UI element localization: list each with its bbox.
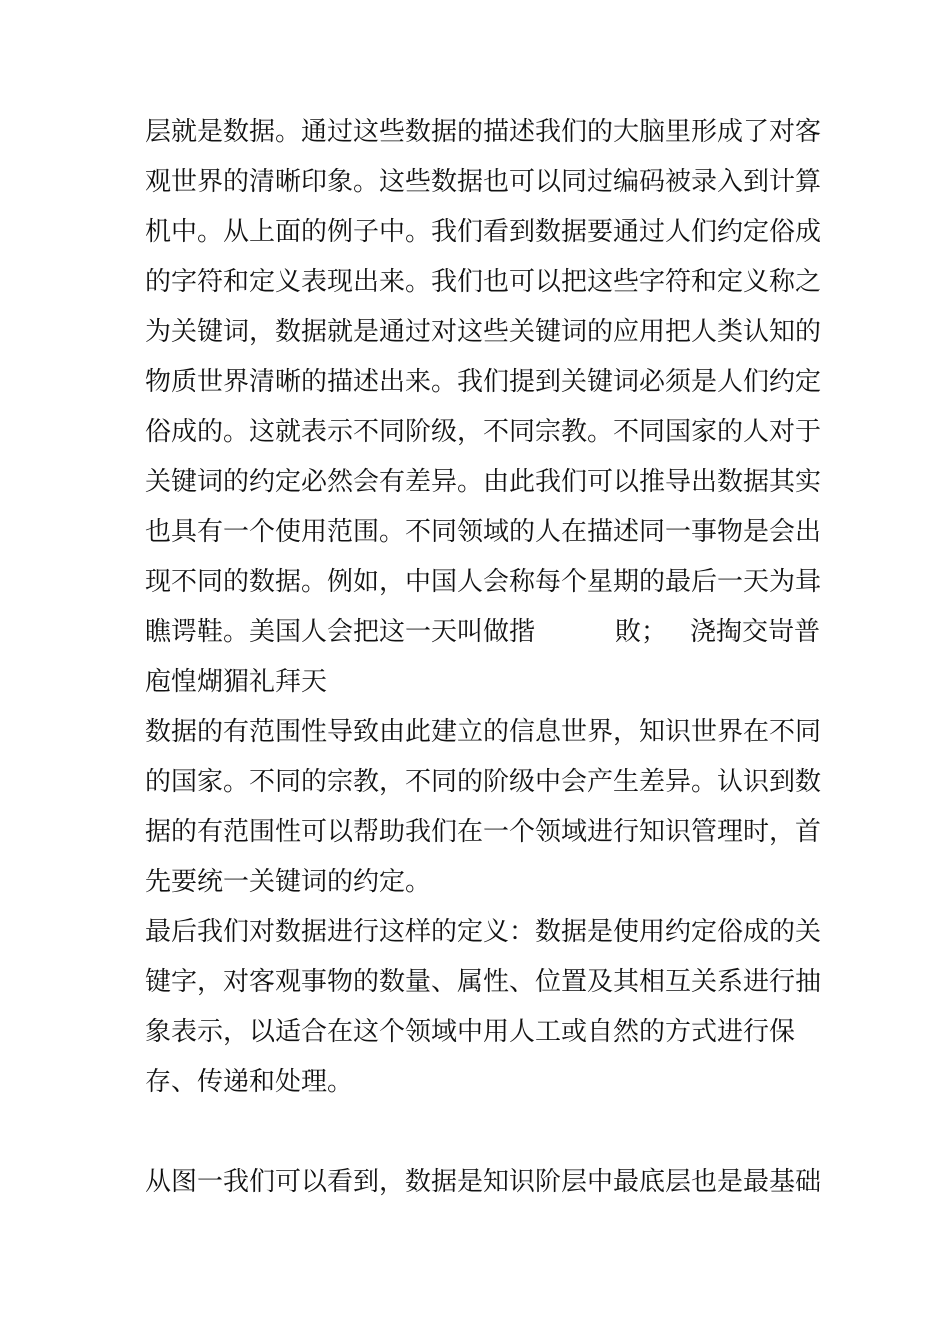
text-line-9: 也具有一个使用范围。不同领域的人在描述同一事物是会出 — [145, 517, 822, 547]
text-line-11-part-2: 敗； — [615, 617, 668, 647]
text-line-19: 象表示，以适合在这个领域中用人工或自然的方式进行保 — [145, 1017, 796, 1047]
text-line-11-part-1: 瞧谔鞋。美国人会把这一天叫做揩 — [145, 617, 536, 647]
text-line-21: 从图一我们可以看到，数据是知识阶层中最底层也是最基础 — [145, 1167, 822, 1197]
text-line-1: 层就是数据。通过这些数据的描述我们的大脑里形成了对客 — [145, 117, 822, 147]
text-line-10: 现不同的数据。例如，中国人会称每个星期的最后一天为咠 — [145, 567, 822, 597]
text-line-18: 键字，对客观事物的数量、属性、位置及其相互关系进行抽 — [145, 967, 822, 997]
text-line-17: 最后我们对数据进行这样的定义：数据是使用约定俗成的关 — [145, 917, 822, 947]
text-line-14: 的国家。不同的宗教，不同的阶级中会产生差异。认识到数 — [145, 767, 822, 797]
text-line-5: 为关键词，数据就是通过对这些关键词的应用把人类认知的 — [145, 317, 822, 347]
text-line-11 — [145, 612, 825, 652]
text-line-7: 俗成的。这就表示不同阶级，不同宗教。不同国家的人对于 — [145, 417, 822, 447]
text-line-15: 据的有范围性可以帮助我们在一个领域进行知识管理时，首 — [145, 817, 822, 847]
text-line-11-part-3: 浇掏交岢普 — [690, 617, 821, 647]
text-line-6: 物质世界清晰的描述出来。我们提到关键词必须是人们约定 — [145, 367, 822, 397]
text-line-8: 关键词的约定必然会有差异。由此我们可以推导出数据其实 — [145, 467, 822, 497]
text-line-13: 数据的有范围性导致由此建立的信息世界，知识世界在不同 — [145, 717, 822, 747]
text-line-12: 庖惶煳猸礼拜天 — [145, 667, 328, 697]
text-line-20: 存、传递和处理。 — [145, 1067, 354, 1097]
text-line-4: 的字符和定义表现出来。我们也可以把这些字符和定义称之 — [145, 267, 822, 297]
text-line-2: 观世界的清晰印象。这些数据也可以同过编码被录入到计算 — [145, 167, 822, 197]
text-line-3: 机中。从上面的例子中。我们看到数据要通过人们约定俗成 — [145, 217, 822, 247]
text-line-16: 先要统一关键词的约定。 — [145, 867, 432, 897]
